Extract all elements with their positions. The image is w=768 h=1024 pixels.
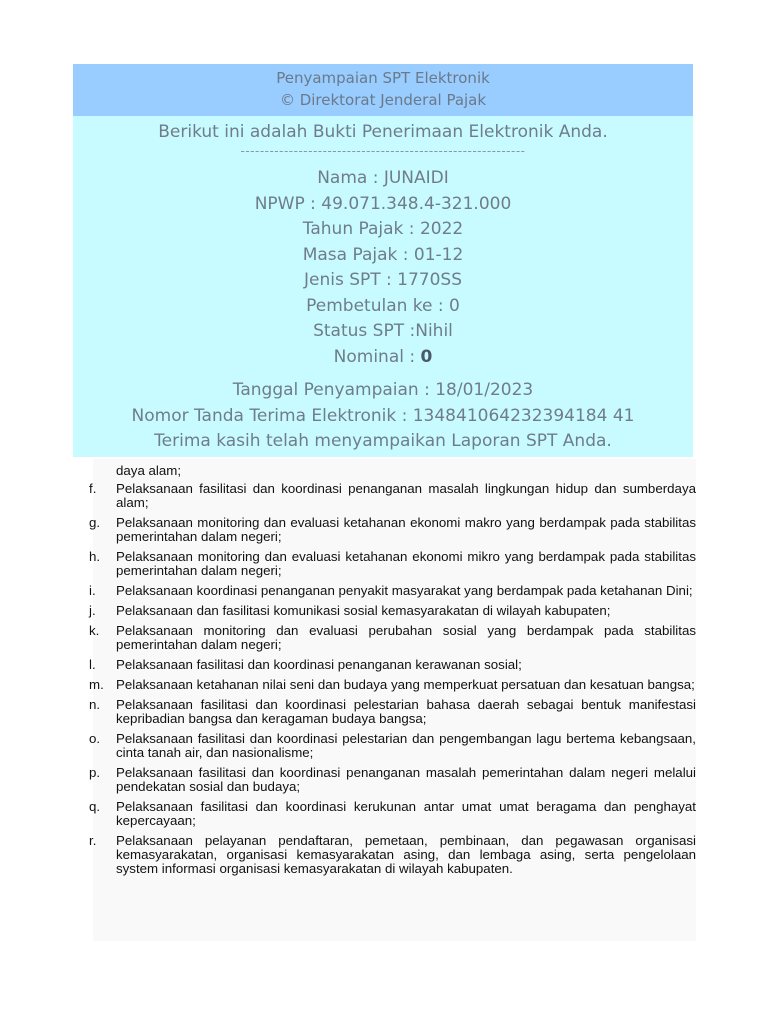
list-item-text: Pelaksanaan fasilitasi dan koordinasi kerukunan antar umat umat beragama dan penghayat kepercayaan; [116,799,696,828]
list-item-text: Pelaksanaan koordinasi penanganan penyakit masyarakat yang berdampak pada ketahanan Dini; [116,583,693,598]
field-nominal [73,345,693,371]
list-item-text: Pelaksanaan ketahanan nilai seni dan budaya yang memperkuat persatuan dan kesatuan bangsa; [116,677,695,692]
list-item-text: Pelaksanaan fasilitasi dan koordinasi penanganan masalah lingkungan hidup dan sumberdaya alam; [116,481,696,510]
field-pembetulan: Pembetulan ke : 0 [306,295,460,316]
list-item-letter: l. [89,657,96,672]
list-item-letter: m. [89,677,104,692]
receipt-body [73,116,693,455]
list-item-letter: p. [89,765,101,780]
list-item-text: Pelaksanaan fasilitasi dan koordinasi pelestarian dan pengembangan lagu bertema kebangsaan, cinta tanah air, dan nasionalisme; [116,731,696,760]
receipt-divider: ----------------------------------------------------------- [240,144,526,158]
list-item [89,765,696,794]
list-item [89,515,696,544]
list-item-continuation: daya alam; [116,463,182,478]
list-item [89,799,696,828]
field-tanggal-penyampaian: Tanggal Penyampaian : 18/01/2023 [232,380,534,400]
list-item [89,549,696,578]
list-item-text: Pelaksanaan monitoring dan evaluasi perubahan sosial yang berdampak pada stabilitas pemerintahan dalam negeri; [116,623,696,652]
spt-receipt-panel [73,64,693,457]
list-item-letter: j. [89,603,96,618]
field-masa-pajak: Masa Pajak : 01-12 [302,244,464,265]
receipt-copyright: © Direktorat Jenderal Pajak [279,91,487,109]
task-list [89,463,696,882]
list-item-text: Pelaksanaan fasilitasi dan koordinasi penanganan masalah pemerintahan dalam negeri melalui pendekatan sosial dan budaya; [116,765,696,794]
list-item-letter: q. [89,799,101,814]
list-item-text: Pelaksanaan monitoring dan evaluasi ketahanan ekonomi mikro yang berdampak pada stabilitas pemerintahan dalam negeri; [116,549,696,578]
field-status-spt: Status SPT :Nihil [313,321,453,341]
list-item [89,731,696,760]
field-jenis-spt: Jenis SPT : 1770SS [303,270,463,290]
field-nomor-tanda-terima: Nomor Tanda Terima Elektronik : 134841064232394184 41 [131,405,635,426]
list-item [89,481,696,510]
list-item-letter: r. [89,833,97,848]
list-item [89,603,696,618]
list-item-letter: o. [89,731,101,746]
list-item-text: Pelaksanaan pelayanan pendaftaran, pemetaan, pembinaan, dan pegawasan organisasi kemasyarakatan, organisasi kemasyarakatan asing, dan lembaga asing, serta pengelolaan system informasi organisasi kemasyarakatan di wilayah kabupaten. [116,833,696,876]
field-nama: Nama : JUNAIDI [317,168,449,188]
list-item [89,697,696,726]
list-item-text: Pelaksanaan monitoring dan evaluasi ketahanan ekonomi makro yang berdampak pada stabilitas pemerintahan dalam negeri; [116,515,696,544]
list-item-letter: f. [89,481,97,496]
list-item-letter: k. [89,623,100,638]
nominal-label: Nominal : [333,346,421,367]
list-item-letter: n. [89,697,101,712]
thank-you-message: Terima kasih telah menyampaikan Laporan SPT Anda. [154,431,612,451]
list-item [89,677,696,692]
document-page [89,459,696,941]
receipt-title: Penyampaian SPT Elektronik [276,69,490,87]
list-item [89,657,696,672]
list-item [89,623,696,652]
list-item-text: Pelaksanaan dan fasilitasi komunikasi sosial kemasyarakatan di wilayah kabupaten; [116,603,611,618]
field-npwp: NPWP : 49.071.348.4-321.000 [254,193,512,214]
list-item-text: Pelaksanaan fasilitasi dan koordinasi pelestarian bahasa daerah sebagai bentuk manifestasi kepribadian bangsa dan keragaman budaya bangsa; [116,697,696,726]
receipt-intro: Berikut ini adalah Bukti Penerimaan Elektronik Anda. [158,122,608,142]
list-item-letter: i. [89,583,96,598]
list-item [89,833,696,876]
list-item-letter: h. [89,549,101,564]
list-item-letter: g. [89,515,101,530]
list-item [89,583,696,598]
receipt-header [73,64,693,116]
list-item-text: Pelaksanaan fasilitasi dan koordinasi penanganan kerawanan sosial; [116,657,522,672]
nominal-value: 0 [420,346,433,367]
field-tahun-pajak: Tahun Pajak : 2022 [302,219,464,239]
